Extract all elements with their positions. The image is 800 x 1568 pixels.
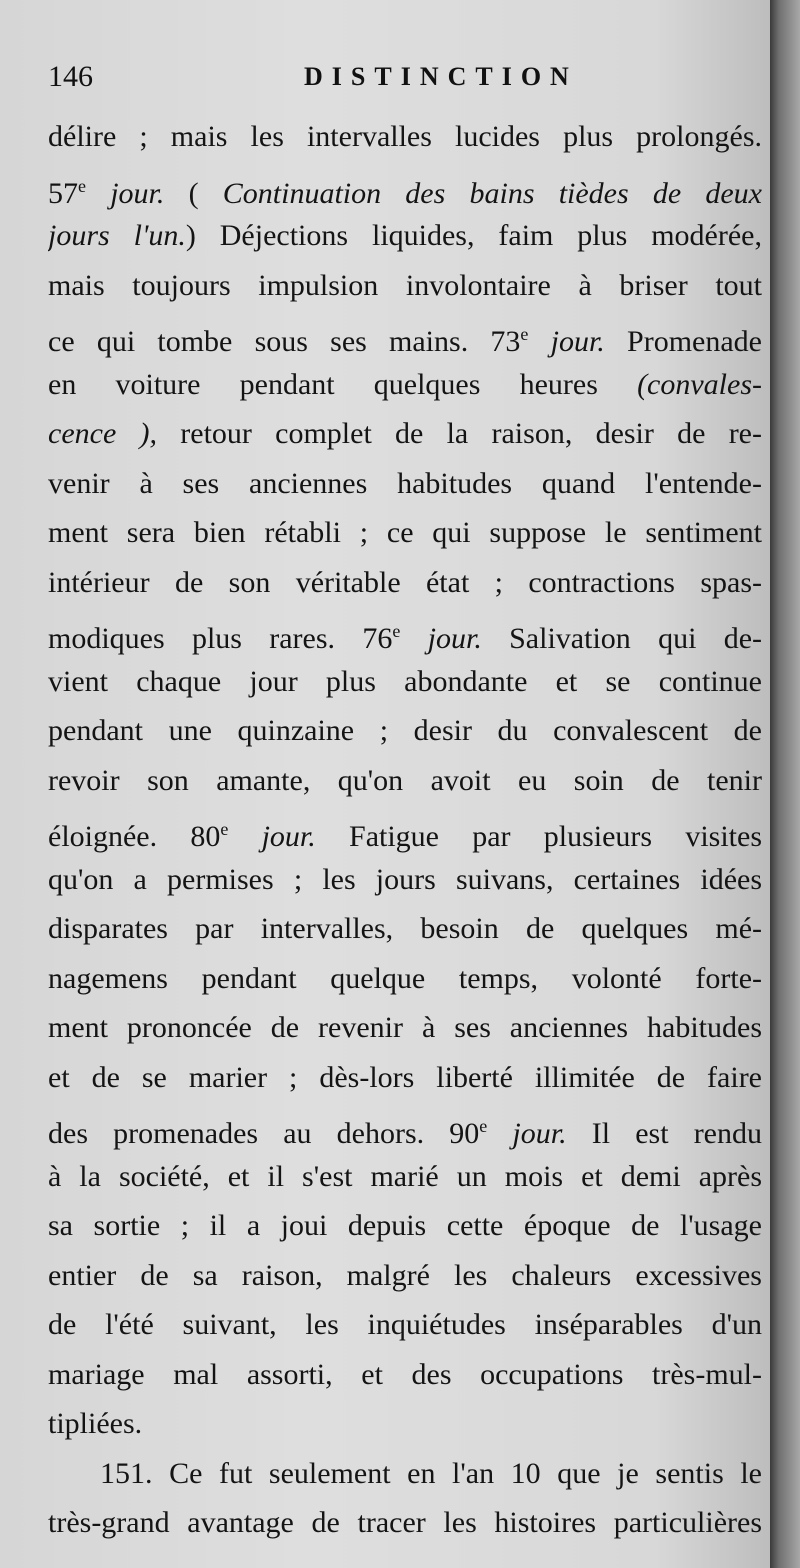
- text-line: jours l'un.) Déjections liquides, faim plus modérée,: [48, 219, 762, 252]
- text-line: disparates par intervalles, besoin de quelques mé-: [48, 912, 762, 945]
- text-line: cence ), retour complet de la raison, desir de re-: [48, 417, 762, 450]
- text-line: de l'été suivant, les inquiétudes inséparables d'un: [48, 1308, 762, 1341]
- text-line: ment sera bien rétabli ; ce qui suppose le sentiment: [48, 516, 762, 549]
- text-line: modiques plus rares. 76e jour. Salivation qui de-: [48, 621, 762, 655]
- text-line: mariage mal assorti, et des occupations très-mul-: [48, 1357, 762, 1391]
- text-line: revoir son amante, qu'on avoit eu soin de tenir: [48, 763, 762, 797]
- text-line: intérieur de son véritable état ; contractions spas-: [48, 565, 762, 599]
- text-line: tipliées.: [48, 1407, 143, 1440]
- text-line: mais toujours impulsion involontaire à briser tout: [48, 268, 762, 302]
- text-line: ce qui tombe sous ses mains. 73e jour. Promenade: [48, 324, 762, 358]
- text-line: des promenades au dehors. 90e jour. Il est rendu: [48, 1116, 762, 1150]
- text-line: et de se marier ; dès-lors liberté illimitée de faire: [48, 1060, 762, 1094]
- text-line: en voiture pendant quelques heures (convales-: [48, 367, 762, 401]
- page-number: 146: [48, 60, 93, 93]
- book-spine-shadow: [770, 0, 800, 1568]
- text-line: délire ; mais les intervalles lucides plus prolongés.: [48, 120, 762, 153]
- text-line: 57e jour. ( Continuation des bains tièdes de deux: [48, 175, 762, 210]
- text-line: très-grand avantage de tracer les histoires particulières: [48, 1506, 762, 1539]
- text-line: 151. Ce fut seulement en l'an 10 que je sentis le: [100, 1456, 762, 1490]
- text-line: à la société, et il s'est marié un mois et demi après: [48, 1159, 762, 1193]
- text-line: venir à ses anciennes habitudes quand l'entende-: [48, 466, 762, 500]
- text-line: entier de sa raison, malgré les chaleurs excessives: [48, 1258, 762, 1292]
- text-line: éloignée. 80e jour. Fatigue par plusieurs visites: [48, 819, 762, 853]
- text-line: nagemens pendant quelque temps, volonté forte-: [48, 961, 762, 995]
- running-title: DISTINCTION: [304, 62, 578, 91]
- text-line: qu'on a permises ; les jours suivans, certaines idées: [48, 862, 762, 896]
- page-header: [48, 60, 768, 100]
- text-line: sa sortie ; il a joui depuis cette époque de l'usage: [48, 1209, 762, 1242]
- body-text: [48, 112, 762, 1548]
- text-line: ment prononcée de revenir à ses anciennes habitudes: [48, 1011, 762, 1044]
- text-line: vient chaque jour plus abondante et se continue: [48, 664, 762, 698]
- text-line: pendant une quinzaine ; desir du convalescent de: [48, 714, 762, 747]
